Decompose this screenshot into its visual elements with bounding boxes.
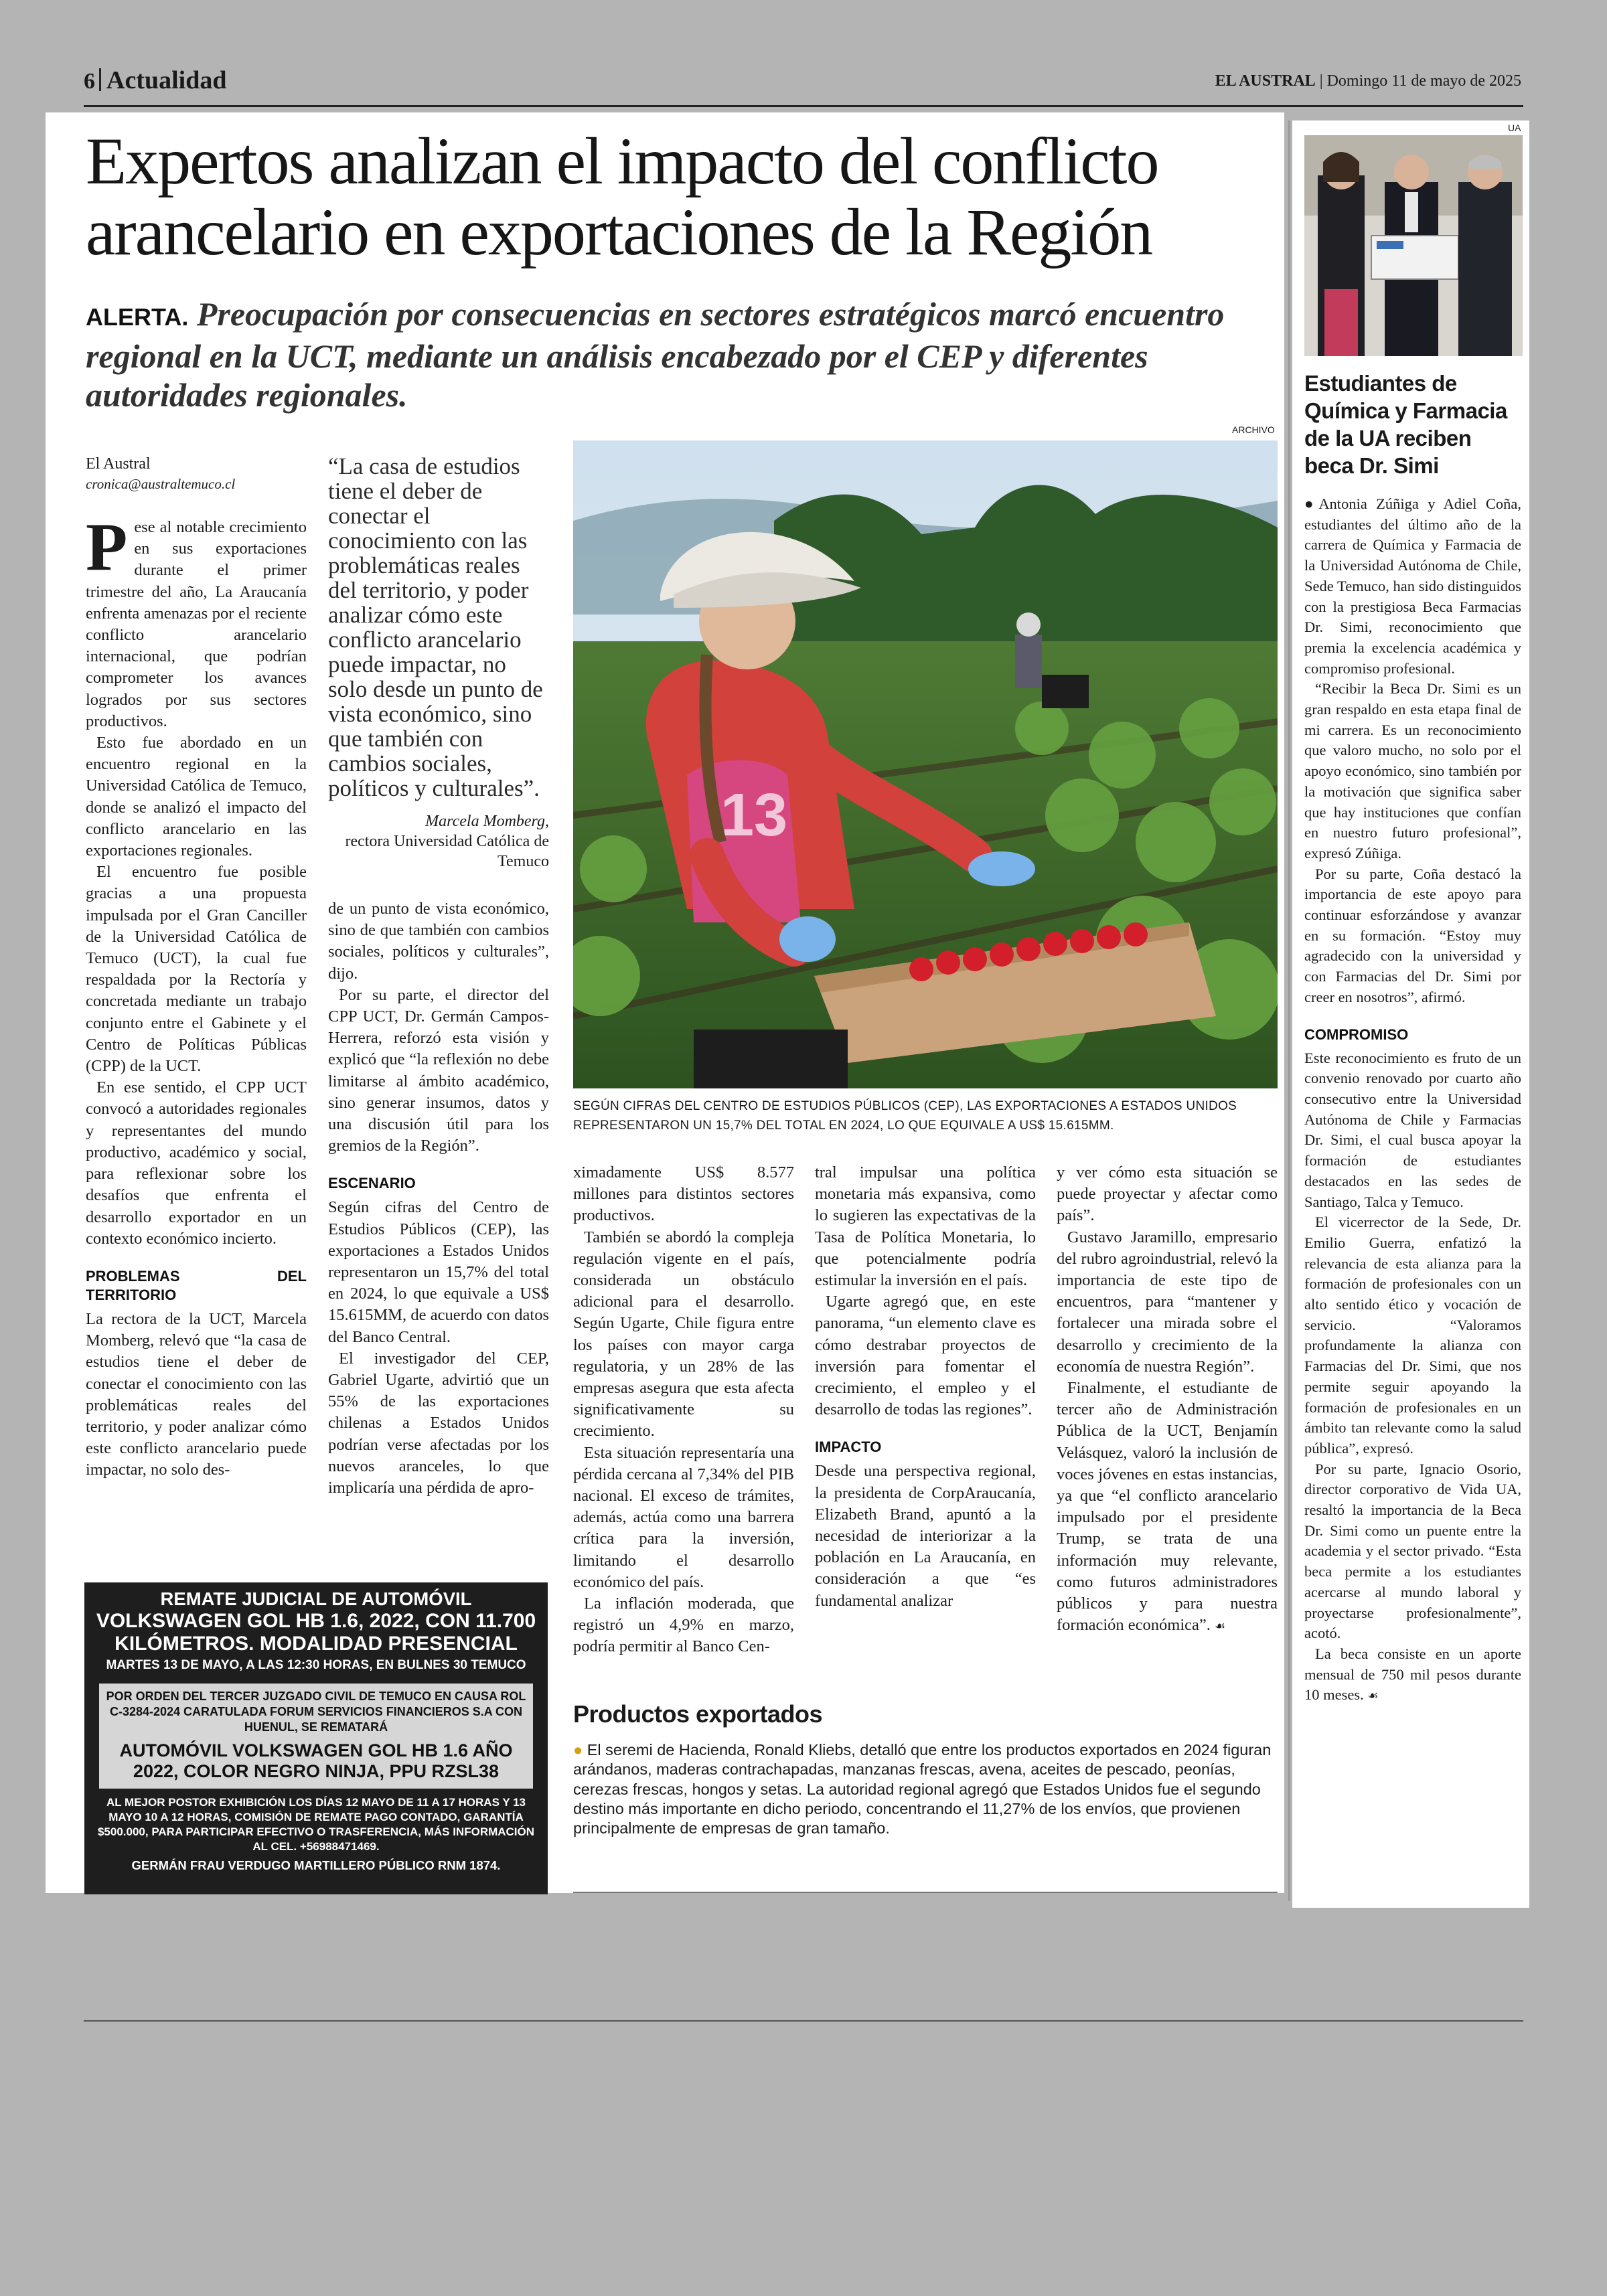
paragraph: Por su parte, Ignacio Osorio, director corporativo de Vida UA, resaltó la importancia de la Beca Dr. Simi como un puente entre la academia y el sector privado. “Esta beca permite a los estudiantes acercarse al mundo laboral y proyectarse profesionalmente”, acotó. bbox=[1304, 1460, 1521, 1642]
ad-court-box bbox=[99, 1684, 533, 1789]
paragraph: El investigador del CEP, Gabriel Ugarte, advirtió que un 55% de las exportaciones chilenas a Estados Unidos podrían verse afectadas por los nuevos aranceles, lo que implicaría una pérdida de apro- bbox=[328, 1349, 549, 1497]
paragraph: El vicerrector de la Sede, Dr. Emilio Guerra, enfatizó la relevancia de esta alianza para la formación de profesionales con un alto sentido ético y vocación de servicio. “Valoramos profundamente la alianza con Farmacias del Dr. Simi, que nos permite seguir apoyando la formación de profesionales en un ámbito tan relevante como la salud pública”, expresó. bbox=[1304, 1214, 1521, 1457]
ad-mode: KILÓMETROS. MODALIDAD PRESENCIAL bbox=[114, 1633, 518, 1655]
paragraph: También se abordó la compleja regulación vigente en el país, considerada un obstáculo adicional para el desarrollo. Según Ugarte, Chile figura entre los países con mayor carga regulatoria, y un 28% de las empresas asegura que esta afecta significativamente su crecimiento. bbox=[573, 1228, 794, 1441]
ad-car-description: AUTOMÓVIL VOLKSWAGEN GOL HB 1.6 AÑO 2022, COLOR NEGRO NINJA, PPU RZSL38 bbox=[119, 1740, 513, 1781]
sidebar-photo bbox=[1304, 135, 1523, 356]
sidebar-title: Estudiantes de Química y Farmacia de la UA reciben beca Dr. Simi bbox=[1304, 371, 1507, 478]
paragraph: y ver cómo esta situación se puede proyectar y afectar como país”. bbox=[1057, 1163, 1278, 1225]
sidebar-divider bbox=[1288, 120, 1290, 1901]
dropcap: P bbox=[86, 509, 128, 585]
paragraph: Este reconocimiento es fruto de un convenio renovado por cuarto año consecutivo entre la Universidad Autónoma de Chile y Farmacias Dr. Simi, el cual busca apoyar la formación de estudiantes destacados en las sedes de Santiago, Talca y Temuco. bbox=[1304, 1049, 1521, 1210]
paragraph: Finalmente, el estudiante de tercer año de Administración Pública de la UCT, Benjamín Velásquez, valoró la inclusión de voces jóvenes en estas instancias, ya que “el conflicto arancelario impulsado por el presidente Trump, se trata de una información muy relevante, como futuros administradores públicos y para nuestra formación económica”. ☙ bbox=[1057, 1379, 1278, 1635]
headline bbox=[86, 126, 1278, 268]
paragraph: Esto fue abordado en un encuentro regional en la Universidad Católica de Temuco, donde se analizó el impacto del conflicto arancelario en las exportaciones regionales. bbox=[86, 734, 307, 860]
paragraph: de un punto de vista económico, sino de que también con cambios sociales, políticos y culturales”, dijo. bbox=[328, 900, 549, 983]
subheading-impacto: IMPACTO bbox=[815, 1439, 882, 1456]
products-rule bbox=[573, 1892, 1278, 1893]
section-header bbox=[84, 66, 226, 95]
column-2 bbox=[328, 454, 549, 1499]
ad-date: MARTES 13 DE MAYO, A LAS 12:30 HORAS, EN BULNES 30 TEMUCO bbox=[106, 1658, 526, 1672]
kicker: ALERTA. bbox=[86, 303, 189, 331]
photo-caption: SEGÚN CIFRAS DEL CENTRO DE ESTUDIOS PÚBLICOS (CEP), LAS EXPORTACIONES A ESTADOS UNIDOS REPRESENTARON UN 15,7% DEL TOTAL EN 2024, LO QUE EQUIVALE A US$ 15.615MM. bbox=[573, 1099, 1237, 1133]
strawberry-field-photo bbox=[573, 440, 1278, 1088]
sidebar-body bbox=[1304, 494, 1521, 1707]
subheading-problemas: PROBLEMAS DEL TERRITORIO bbox=[86, 1267, 307, 1303]
sidebar-text bbox=[1304, 494, 1521, 1707]
column-2-body bbox=[328, 898, 549, 1499]
paragraph: Ugarte agregó que, en este panorama, “un elemento clave es cómo destrabar proyectos de inversión para fomentar el crecimiento, el empleo y el desarrollo de todas las regiones”. bbox=[815, 1293, 1036, 1419]
author-email: cronica@australtemuco.cl bbox=[86, 476, 236, 492]
ad-auctioneer: GERMÁN FRAU VERDUGO MARTILLERO PÚBLICO RNM 1874. bbox=[131, 1858, 501, 1872]
paragraph: La inflación moderada, que registró un 4,9% en marzo, podría permitir al Banco Cen- bbox=[573, 1594, 794, 1656]
paragraph: Esta situación representaría una pérdida cercana al 7,34% del PIB nacional. El exceso de trámites, además, actúa como una barrera crítica para la inversión, limitando el desarrollo económico del país. bbox=[573, 1443, 794, 1591]
pull-quote-attribution bbox=[328, 811, 549, 872]
paragraph: Según cifras del Centro de Estudios Públicos (CEP), las exportaciones a Estados Unidos representaron un 15,7% del total en 2024, lo que equivale a US$ 15.615MM, de acuerdo con datos del Banco Central. bbox=[328, 1198, 549, 1346]
column-4 bbox=[815, 1162, 1036, 1612]
paragraph: ●Antonia Zúñiga y Adiel Coña, estudiantes del último año de la carrera de Química y Farmacia de la Universidad Autónoma de Chile, Sede Temuco, han sido distinguidos con la prestigiosa Beca Farmacias Dr. Simi, reconocimiento que premia la excelencia académica y compromiso profesional. bbox=[1304, 495, 1521, 677]
svg-text:13: 13 bbox=[720, 782, 788, 849]
paragraph: Desde una perspectiva regional, la presidenta de CorpAraucanía, Elizabeth Brand, apuntó a la necesidad de interiorizar a la población en La Araucanía, en consideración a que “es fundamental analizar bbox=[815, 1462, 1036, 1610]
section-name: Actualidad bbox=[106, 66, 227, 94]
column-5 bbox=[1057, 1162, 1278, 1637]
ad-vehicle: VOLKSWAGEN GOL HB 1.6, 2022, CON 11.700 bbox=[96, 1610, 536, 1632]
photo-credit: ARCHIVO bbox=[1232, 424, 1275, 435]
paragraph: La beca consiste en un aporte mensual de 750 mil pesos durante 10 meses. ☙ bbox=[1304, 1645, 1521, 1704]
products-title: Productos exportados bbox=[573, 1700, 823, 1728]
students-award-photo bbox=[1304, 135, 1523, 356]
page-number: 6 bbox=[84, 69, 95, 94]
paragraph: El encuentro fue posible gracias a una propuesta impulsada por el Gran Canciller de la Universidad Católica de Temuco (UCT), la cual fue respaldada por la Rectoría y concretada mediante un trabajo conjunto entre el Gabinete y el Centro de Políticas Públicas (CPP) de la UCT. bbox=[86, 863, 307, 1076]
products-box bbox=[573, 1700, 1278, 1838]
byline bbox=[86, 454, 307, 494]
paragraph: Pese al notable crecimiento en sus exportaciones durante el primer trimestre del año, La Araucanía enfrenta amenazas por el reciente conflicto arancelario internacional, que podrían comprometer los avances logrados por sus sectores productivos. bbox=[86, 509, 307, 730]
footer-rule bbox=[84, 2020, 1523, 2022]
pull-quote: “La casa de estudios tiene el deber de conectar el conocimiento con las problemáticas reales del territorio, y poder analizar cómo este conflicto arancelario puede impactar, no solo desde un punto de vista económico, sino que también con cambios sociales, políticos y culturales”. bbox=[328, 453, 543, 801]
issue-date: Domingo 11 de mayo de 2025 bbox=[1326, 72, 1521, 90]
paragraph: Por su parte, Coña destacó la importancia de este apoyo para continuar esforzándose y avanzar en su formación. “Estoy muy agradecido con la universidad y con Farmacias del Dr. Simi por creer en nosotros”, afirmó. bbox=[1304, 865, 1521, 1005]
bullet-icon: ● bbox=[1304, 495, 1319, 512]
sidebar-photo-credit: UA bbox=[1508, 122, 1521, 133]
end-mark-icon: ☙ bbox=[1215, 1619, 1226, 1634]
headline-line-1: Expertos analizan el impacto del conflicto bbox=[86, 124, 1158, 198]
paragraph: En ese sentido, el CPP UCT convocó a autoridades regionales y representantes del mundo productivo, académico y social, para reflexionar sobre los desafíos que enfrenta el desarrollo exportador en un contexto económico incierto. bbox=[86, 1078, 307, 1248]
paragraph: La rectora de la UCT, Marcela Momberg, relevó que “la casa de estudios tiene el deber de conectar el conocimiento con las problemáticas reales del territorio, y poder analizar cómo este conflicto arancelario puede impactar, no solo des- bbox=[86, 1309, 307, 1479]
auction-ad bbox=[84, 1582, 548, 1894]
column-3 bbox=[573, 1162, 794, 1658]
newspaper-name: EL AUSTRAL bbox=[1215, 72, 1316, 90]
paragraph: “Recibir la Beca Dr. Simi es un gran respaldo en esta etapa final de mi carrera. Es un reconocimiento que valoro mucho, no solo por el apoyo económico, sino también por la motivación que significa saber que hay instituciones que confían en nuestro futuro profesional”, expresó Zúñiga. bbox=[1304, 680, 1521, 862]
deck-text: Preocupación por consecuencias en sectores estratégicos marcó encuentro regional en la UCT, mediante un análisis encabezado por el CEP y diferentes autoridades regionales. bbox=[86, 295, 1225, 414]
paragraph: Gustavo Jaramillo, empresario del rubro agroindustrial, relevó la importancia de este tipo de encuentros, para “mantener y fortalecer una mirada sobre el desarrollo y crecimiento de la economía de nuestra Región”. bbox=[1057, 1228, 1278, 1376]
author: El Austral bbox=[86, 455, 151, 473]
bullet-icon: ● bbox=[573, 1741, 583, 1758]
header-rule bbox=[84, 105, 1523, 107]
end-mark-icon: ☙ bbox=[1367, 1689, 1379, 1704]
header-separator bbox=[99, 68, 101, 91]
subheading-escenario: ESCENARIO bbox=[328, 1175, 416, 1192]
pull-quote-name: Marcela Momberg, bbox=[425, 813, 549, 830]
paragraph: Por su parte, el director del CPP UCT, Dr. Germán Campos-Herrera, reforzó esta visión y explicó que “la reflexión no debe limitarse al ámbito académico, sino generar insumos, datos y una discusión útil para los gremios de la Región”. bbox=[328, 985, 549, 1155]
column-1 bbox=[86, 454, 307, 1481]
pull-quote-role: rectora Universidad Católica de Temuco bbox=[345, 833, 549, 870]
paragraph: tral impulsar una política monetaria más expansiva, como lo sugieren las expectativas de la Tasa de Política Monetaria, lo que potencialmente podría estimular la inversión en el país. bbox=[815, 1163, 1036, 1290]
ad-title: REMATE JUDICIAL DE AUTOMÓVIL bbox=[160, 1588, 472, 1609]
masthead-info: EL AUSTRAL | Domingo 11 de mayo de 2025 bbox=[1215, 72, 1521, 90]
paragraph: ximadamente US$ 8.577 millones para distintos sectores productivos. bbox=[573, 1163, 794, 1225]
deck bbox=[86, 295, 1264, 414]
ad-court-order: POR ORDEN DEL TERCER JUZGADO CIVIL DE TEMUCO EN CAUSA ROL C-3284-2024 CARATULADA FORUM SERVICIOS FINANCIEROS S.A CON HUENUL, SE REMATARÁ bbox=[106, 1690, 526, 1734]
headline-line-2: arancelario en exportaciones de la Región bbox=[86, 195, 1152, 269]
main-photo bbox=[573, 440, 1278, 1088]
subheading-compromiso: COMPROMISO bbox=[1304, 1026, 1409, 1043]
products-text: ● El seremi de Hacienda, Ronald Kliebs, detalló que entre los productos exportados en 2024 figuran arándanos, maderas contrachapadas, manzanas frescas, avena, aceites de pescado, peonías, cerezas frescas, hongos y setas. La autoridad regional agregó que Estados Unidos fue el segundo destino más importante en dicho periodo, concentrando el 11,27% de los envíos, que provienen principalmente de empresas de gran tamaño. bbox=[573, 1741, 1272, 1837]
ad-terms: AL MEJOR POSTOR EXHIBICIÓN LOS DÍAS 12 MAYO DE 11 A 17 HORAS Y 13 MAYO 10 A 12 HORAS, COMISIÓN DE REMATE PAGO CONTADO, GARANTÍA $500.000, PARA PARTICIPAR EFECTIVO O TRASFERENCIA, MÁS INFORMACIÓN AL CEL. +56988471469. bbox=[97, 1796, 535, 1853]
